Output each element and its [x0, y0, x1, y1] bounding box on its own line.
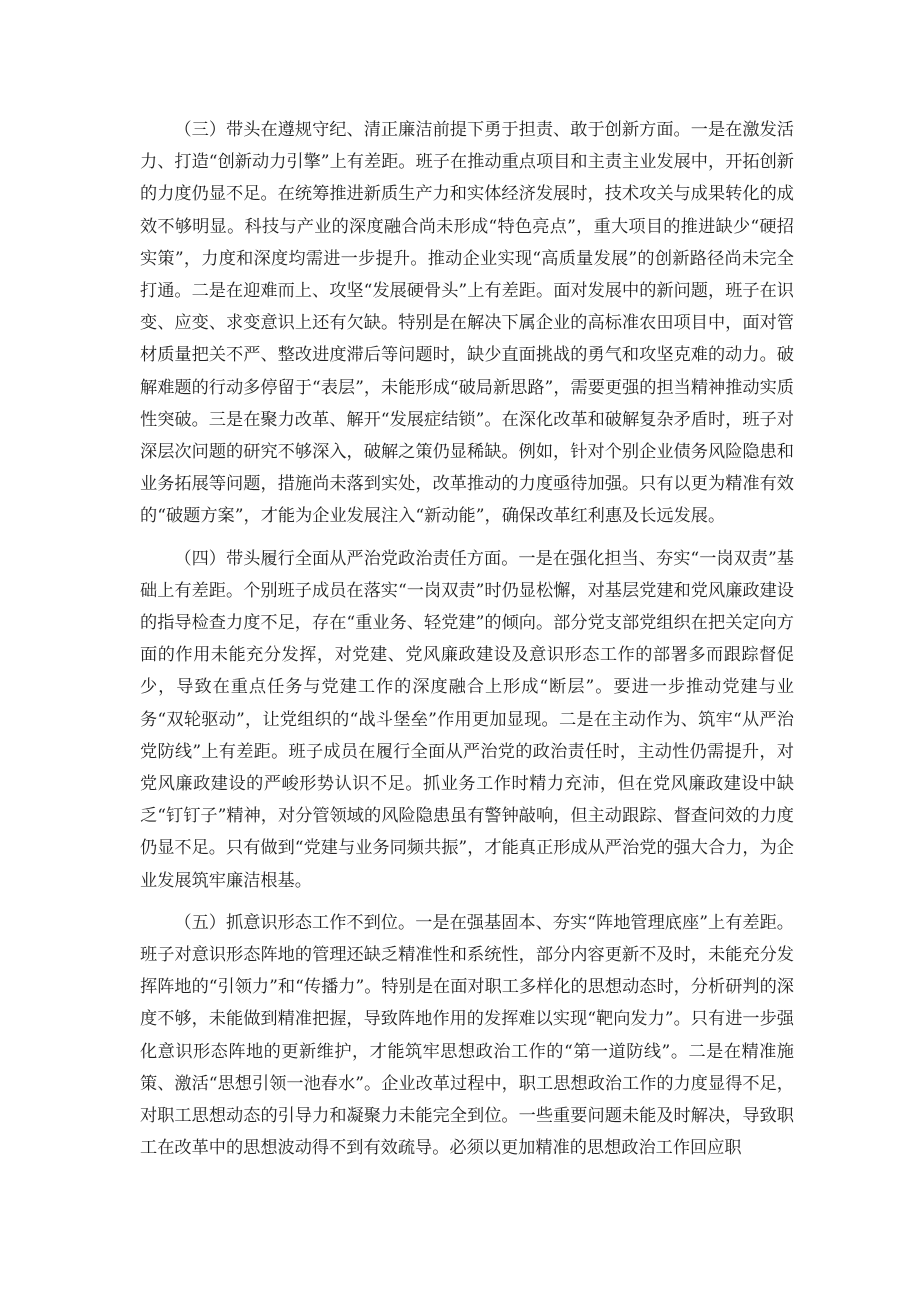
paragraph-four: （四）带头履行全面从严治党政治责任方面。一是在强化担当、夯实“一岗双责”基础上有差距。个别班子成员在落实“一岗双责”时仍显松懈，对基层党建和党风廉政建设的指导检查力度不足，存在“重业务、轻党建”的倾向。部分党支部党组织在把关定向方面的作用未能充分发挥，对党建、党风廉政建设及意识形态工作的部署多而跟踪督促少，导致在重点任务与党建工作的深度融合上形成“断层”。要进一步推动党建与业务“双轮驱动”，让党组织的“战斗堡垒”作用更加显现。二是在主动作为、筑牢“从严治党防线”上有差距。班子成员在履行全面从严治党的政治责任时，主动性仍需提升，对党风廉政建设的严峻形势认识不足。抓业务工作时精力充沛，但在党风廉政建设中缺乏“钉钉子”精神，对分管领域的风险隐患虽有警钟敲响，但主动跟踪、督查问效的力度仍显不足。只有做到“党建与业务同频共振”，才能真正形成从严治党的强大合力，为企业发展筑牢廉洁根基。	[140, 548, 794, 891]
paragraph-three: （三）带头在遵规守纪、清正廉洁前提下勇于担责、敢于创新方面。一是在激发活力、打造“创新动力引擎”上有差距。班子在推动重点项目和主责主业发展中，开拓创新的力度仍显不足。在统筹推进新质生产力和实体经济发展时，技术攻关与成果转化的成效不够明显。科技与产业的深度融合尚未形成“特色亮点”，重大项目的推进缺少“硬招实策”，力度和深度均需进一步提升。推动企业实现“高质量发展”的创新路径尚未完全打通。二是在迎难而上、攻坚“发展硬骨头”上有差距。面对发展中的新问题，班子在识变、应变、求变意识上还有欠缺。特别是在解决下属企业的高标准农田项目中，面对管材质量把关不严、整改进度滞后等问题时，缺少直面挑战的勇气和攻坚克难的动力。破解难题的行动多停留于“表层”，未能形成“破局新思路”，需要更强的担当精神推动实质性突破。三是在聚力改革、解开“发展症结锁”。在深化改革和破解复杂矛盾时，班子对深层次问题的研究不够深入，破解之策仍显稀缺。例如，针对个别企业债务风险隐患和业务拓展等问题，措施尚未落到实处，改革推动的力度亟待加强。只有以更为精准有效的“破题方案”，才能为企业发展注入“新动能”，确保改革红利惠及长远发展。	[140, 120, 794, 527]
paragraph-five: （五）抓意识形态工作不到位。一是在强基固本、夯实“阵地管理底座”上有差距。班子对意识形态阵地的管理还缺乏精准性和系统性，部分内容更新不及时，未能充分发挥阵地的“引领力”和“传播力”。特别是在面对职工多样化的思想动态时，分析研判的深度不够，未能做到精准把握，导致阵地作用的发挥难以实现“靶向发力”。只有进一步强化意识形态阵地的更新维护，才能筑牢思想政治工作的“第一道防线”。二是在精准施策、激活“思想引领一池春水”。企业改革过程中，职工思想政治工作的力度显得不足，对职工思想动态的引导力和凝聚力未能完全到位。一些重要问题未能及时解决，导致职工在改革中的思想波动得不到有效疏导。必须以更加精准的思想政治工作回应职	[140, 912, 794, 1159]
document-body	[140, 114, 794, 1175]
